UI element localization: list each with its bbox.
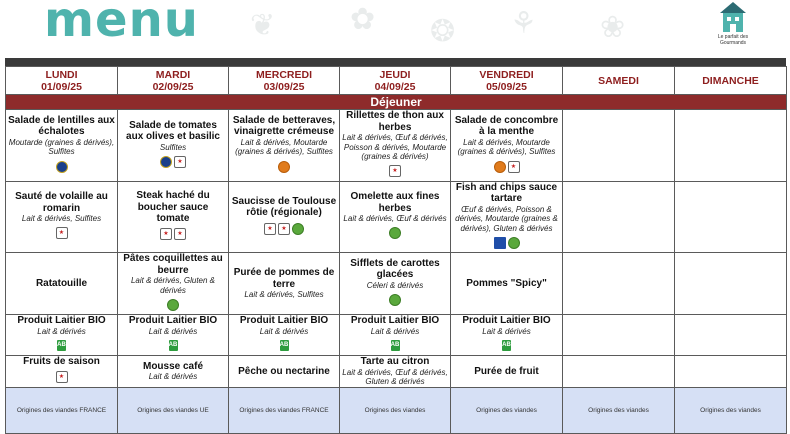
menu-cell xyxy=(229,253,340,315)
label-icons xyxy=(277,158,291,176)
origin-row xyxy=(6,387,787,433)
menu-cell xyxy=(229,315,340,356)
allergen-text: Moutarde (graines & dérivés), Sulfites xyxy=(8,137,115,157)
day-header xyxy=(675,67,787,95)
menu-row xyxy=(6,253,787,315)
menu-row xyxy=(6,181,787,253)
section-row xyxy=(6,95,787,110)
vegetarian-icon xyxy=(508,237,520,249)
dish-name: Salade de betteraves, vinaigrette crémeuse xyxy=(232,114,336,138)
dish-name: Produit Laitier BIO xyxy=(350,315,440,326)
day-header xyxy=(6,67,118,95)
dish-name: Saucisse de Toulouse rôtie (régionale) xyxy=(231,195,337,219)
meat-origin-note: Origines des viandes FRANCE xyxy=(6,387,118,433)
menu-cell xyxy=(6,315,118,356)
label-icons xyxy=(501,337,512,355)
menu-cell xyxy=(675,356,787,388)
day-date: 03/09/25 xyxy=(263,80,305,93)
menu-cell xyxy=(340,356,451,388)
dish-name: Pommes "Spicy" xyxy=(466,277,547,289)
fork-decoration-icon: ⚘ xyxy=(510,6,537,41)
organic-ab-icon: AB xyxy=(280,340,289,351)
quality-label-icon xyxy=(56,161,68,173)
dish-name: Fruits de saison xyxy=(23,356,100,367)
menu-cell xyxy=(451,181,563,253)
menu-cell xyxy=(340,253,451,315)
allergen-text: Lait & dérivés, Gluten & dérivés xyxy=(130,276,216,295)
allergen-text: Lait & dérivés xyxy=(482,326,531,336)
menu-cell xyxy=(451,356,563,388)
menu-cell xyxy=(118,181,229,253)
menu-cell xyxy=(675,110,787,182)
day-name: DIMANCHE xyxy=(702,74,759,87)
dish-name: Produit Laitier BIO xyxy=(239,315,329,326)
dish-name: Ratatouille xyxy=(35,277,88,289)
quality-label-icon xyxy=(494,161,506,173)
organic-ab-icon: AB xyxy=(391,340,400,351)
label-icons xyxy=(159,153,187,171)
label-icons xyxy=(166,296,180,314)
allergen-text: Lait & dérivés, Œuf & dérivés, Poisson & dérivés, Moutarde (graines & dérivés) xyxy=(342,133,448,161)
allergen-text: Lait & dérivés xyxy=(148,326,198,336)
allergen-text: Lait & dérivés xyxy=(370,326,420,336)
allergen-text: Lait & dérivés, Sulfites xyxy=(21,214,102,223)
regional-product-icon: ★ xyxy=(174,156,186,168)
menu-cell xyxy=(118,253,229,315)
dish-name: Fish and chips sauce tartare xyxy=(455,181,558,204)
section-label: Déjeuner xyxy=(6,95,787,110)
dish-name: Omelette aux fines herbes xyxy=(350,191,440,214)
label-icons xyxy=(279,337,290,355)
regional-product-icon: ★ xyxy=(389,165,401,177)
label-icons xyxy=(493,158,521,176)
dish-name: Rillettes de thon aux herbes xyxy=(346,110,444,133)
menu-row xyxy=(6,356,787,388)
pepper-decoration-icon: ❀ xyxy=(600,10,626,45)
allergen-text: Sulfites xyxy=(159,142,187,152)
dish-name: Purée de pommes de terre xyxy=(233,267,335,290)
logo xyxy=(704,0,762,56)
dish-name: Steak haché du boucher sauce tomate xyxy=(136,190,210,224)
menu-cell xyxy=(6,110,118,182)
house-logo-icon xyxy=(718,0,748,34)
menu-header xyxy=(0,0,790,58)
menu-table xyxy=(5,66,787,434)
label-icons xyxy=(493,234,521,252)
regional-product-icon: ★ xyxy=(56,227,68,239)
menu-cell xyxy=(563,315,675,356)
day-header-row xyxy=(6,67,787,95)
menu-cell xyxy=(451,110,563,182)
menu-cell xyxy=(451,315,563,356)
menu-cell xyxy=(563,110,675,182)
dish-name: Pâtes coquillettes au beurre xyxy=(123,253,223,276)
menu-cell xyxy=(563,253,675,315)
allergen-text: Céleri & dérivés xyxy=(366,280,424,290)
allergen-text: Œuf & dérivés, Poisson & dérivés, Moutarde (graines & dérivés), Gluten & dérivés xyxy=(455,204,558,233)
herb-decoration-icon: ✿ xyxy=(350,2,376,37)
menu-cell xyxy=(563,181,675,253)
label-icons xyxy=(55,225,69,243)
menu-cell xyxy=(6,356,118,388)
meat-origin-note: Origines des viandes xyxy=(675,387,787,433)
menu-cell xyxy=(229,110,340,182)
day-name: SAMEDI xyxy=(598,74,639,87)
logo-text-1: Le parfait des xyxy=(717,34,749,40)
menu-cell xyxy=(118,315,229,356)
regional-product-icon: ★ xyxy=(508,161,520,173)
organic-ab-icon: AB xyxy=(502,340,511,351)
label-icons xyxy=(388,163,402,181)
dish-name: Produit Laitier BIO xyxy=(128,315,218,326)
menu-row xyxy=(6,110,787,182)
day-name: MARDI xyxy=(155,68,191,81)
menu-row xyxy=(6,315,787,356)
vegetarian-icon xyxy=(292,223,304,235)
menu-cell xyxy=(229,181,340,253)
dish-name: Produit Laitier BIO xyxy=(17,315,106,326)
regional-product-icon: ★ xyxy=(264,223,276,235)
day-date: 05/09/25 xyxy=(486,80,527,93)
dish-name: Purée de fruit xyxy=(474,365,539,377)
menu-cell xyxy=(229,356,340,388)
lemon-decoration-icon: ❂ xyxy=(430,14,456,49)
dish-name: Mousse café xyxy=(142,360,204,372)
label-icons xyxy=(159,226,187,244)
meat-origin-note: Origines des viandes xyxy=(563,387,675,433)
menu-cell xyxy=(6,253,118,315)
vegetarian-icon xyxy=(167,299,179,311)
label-icons xyxy=(55,369,69,387)
day-date: 04/09/25 xyxy=(374,80,416,93)
allergen-text: Lait & dérivés xyxy=(148,372,198,382)
dish-name: Sauté de volaille au romarin xyxy=(15,191,108,214)
quality-label-icon xyxy=(278,161,290,173)
regional-product-icon: ★ xyxy=(160,228,172,240)
vegetarian-icon xyxy=(389,294,401,306)
day-header xyxy=(118,67,229,95)
msc-fishing-icon xyxy=(494,237,506,249)
organic-ab-icon: AB xyxy=(169,340,178,351)
dish-name: Salade de tomates aux olives et basilic xyxy=(126,119,220,142)
regional-product-icon: ★ xyxy=(56,371,68,383)
leaf-decoration-icon: ❦ xyxy=(250,8,276,43)
quality-label-icon xyxy=(160,156,172,168)
allergen-text: Lait & dérivés, Œuf & dérivés, Gluten & dérivés xyxy=(342,367,448,386)
vegetarian-icon xyxy=(389,227,401,239)
menu-cell xyxy=(675,253,787,315)
allergen-text: Lait & dérivés xyxy=(37,326,86,336)
menu-cell xyxy=(675,315,787,356)
allergen-text: Lait & dérivés, Sulfites xyxy=(244,290,324,300)
label-icons xyxy=(388,291,402,309)
menu-cell xyxy=(340,110,451,182)
day-name: JEUDI xyxy=(379,68,411,81)
regional-product-icon: ★ xyxy=(174,228,186,240)
meat-origin-note: Origines des viandes FRANCE xyxy=(229,387,340,433)
menu-cell xyxy=(675,181,787,253)
allergen-text: Lait & dérivés, Moutarde (graines & dérivés), Sulfites xyxy=(235,137,333,157)
menu-cell xyxy=(340,181,451,253)
menu-cell xyxy=(451,253,563,315)
label-icons xyxy=(390,337,401,355)
header-divider xyxy=(5,58,786,66)
dish-name: Salade de concombre à la menthe xyxy=(454,114,559,138)
label-icons xyxy=(263,220,305,238)
organic-ab-icon: AB xyxy=(57,340,66,351)
label-icons xyxy=(388,225,402,243)
day-date: 01/09/25 xyxy=(41,80,82,93)
label-icons xyxy=(55,158,69,176)
day-name: VENDREDI xyxy=(479,68,534,81)
label-icons xyxy=(56,337,67,355)
dish-name: Salade de lentilles aux échalotes xyxy=(8,114,115,138)
day-header xyxy=(563,67,675,95)
day-header xyxy=(229,67,340,95)
label-icons xyxy=(168,337,179,355)
dish-name: Tarte au citron xyxy=(360,356,430,367)
menu-cell xyxy=(118,110,229,182)
dish-name: Produit Laitier BIO xyxy=(462,315,551,326)
menu-cell xyxy=(6,181,118,253)
menu-cell xyxy=(118,356,229,388)
allergen-text: Lait & dérivés, Œuf & dérivés xyxy=(343,214,447,223)
menu-title: menu xyxy=(44,0,199,48)
allergen-text: Lait & dérivés xyxy=(259,326,309,336)
day-header xyxy=(451,67,563,95)
day-date: 02/09/25 xyxy=(152,80,194,93)
menu-cell xyxy=(340,315,451,356)
logo-text-2: Gourmands xyxy=(719,40,747,46)
meat-origin-note: Origines des viandes xyxy=(451,387,563,433)
day-name: MERCREDI xyxy=(255,68,312,81)
menu-cell xyxy=(563,356,675,388)
meat-origin-note: Origines des viandes UE xyxy=(118,387,229,433)
allergen-text: Lait & dérivés, Moutarde (graines & dérivés), Sulfites xyxy=(457,137,556,157)
dish-name: Sifflets de carottes glacées xyxy=(350,257,440,281)
meat-origin-note: Origines des viandes xyxy=(340,387,451,433)
day-name: LUNDI xyxy=(45,68,78,81)
dish-name: Pêche ou nectarine xyxy=(238,365,330,377)
regional-product-icon: ★ xyxy=(278,223,290,235)
day-header xyxy=(340,67,451,95)
